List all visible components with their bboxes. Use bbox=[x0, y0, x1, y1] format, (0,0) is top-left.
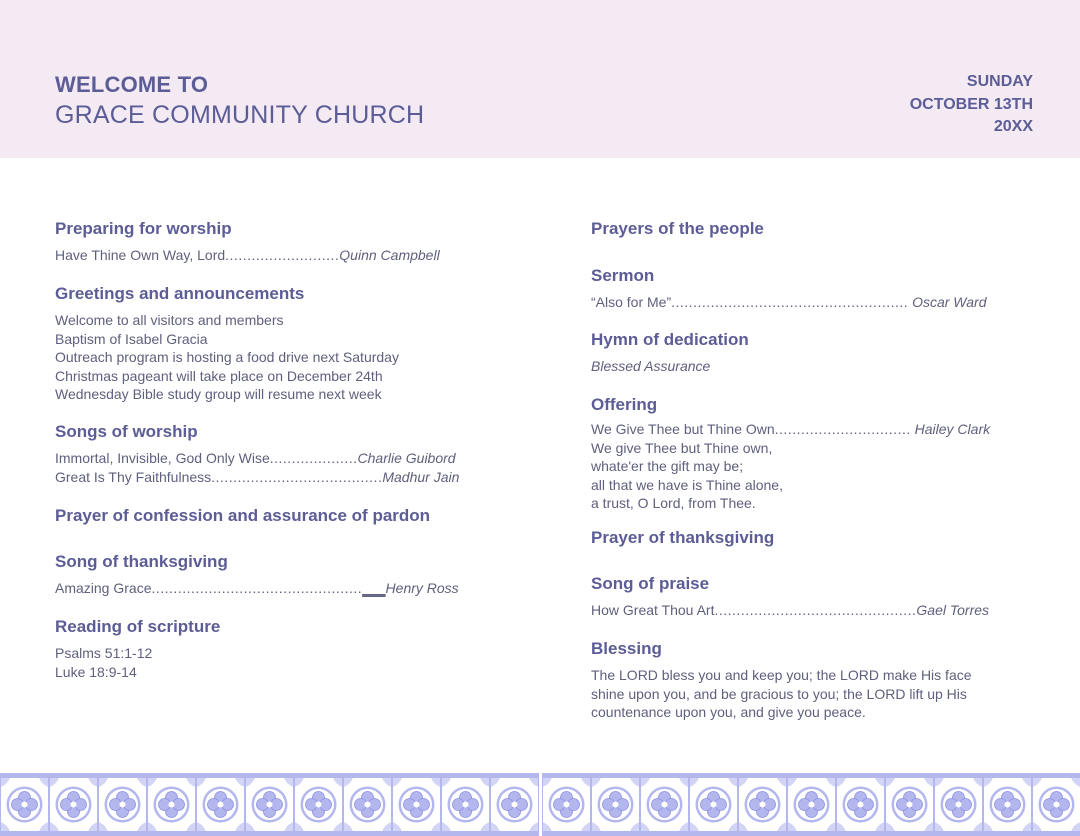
announcement-line: Welcome to all visitors and members bbox=[55, 312, 284, 328]
item-leader: Oscar Ward bbox=[912, 294, 987, 310]
leader-dots: .......................... bbox=[225, 247, 340, 263]
announcement-line: Outreach program is hosting a food drive next Saturday bbox=[55, 349, 399, 366]
blessing-line: countenance upon you, and give you peace. bbox=[591, 704, 866, 721]
quatrefoil-tile bbox=[542, 777, 591, 832]
section-title: Prayer of confession and assurance of pardon bbox=[55, 506, 431, 525]
hymn-title: Blessed Assurance bbox=[591, 358, 711, 374]
order-item bbox=[55, 449, 459, 468]
section-confession bbox=[55, 506, 430, 526]
scripture-reference: Psalms 51:1-12 bbox=[55, 645, 153, 661]
item-leader: Quinn Campbell bbox=[339, 247, 440, 263]
section-praise bbox=[591, 574, 989, 620]
quatrefoil-tile bbox=[490, 777, 539, 832]
quatrefoil-tile bbox=[294, 777, 343, 832]
order-item bbox=[55, 246, 440, 265]
quatrefoil-tile bbox=[885, 777, 934, 832]
quatrefoil-tile bbox=[787, 777, 836, 832]
lyric-line: whate'er the gift may be; bbox=[591, 458, 744, 475]
leader-dots: .................... bbox=[269, 450, 358, 466]
item-title: “Also for Me” bbox=[591, 294, 672, 310]
leader-dots: .............................................. bbox=[714, 602, 917, 618]
item-title: Great Is Thy Faithfulness bbox=[55, 468, 212, 485]
leader-dots: ................................................ bbox=[151, 580, 363, 596]
section-blessing bbox=[591, 639, 972, 722]
section-title: Offering bbox=[591, 395, 658, 414]
section-scripture bbox=[55, 617, 220, 681]
item-title: Amazing Grace bbox=[55, 580, 152, 596]
item-title: Immortal, Invisible, God Only Wise bbox=[55, 450, 270, 466]
item-leader: Charlie Guibord bbox=[357, 450, 456, 466]
header-band bbox=[0, 0, 1080, 158]
decorative-tile-border bbox=[0, 773, 1080, 836]
section-dedication bbox=[591, 330, 749, 376]
section-prayer-thanksgiving bbox=[591, 528, 774, 548]
quatrefoil-tile bbox=[49, 777, 98, 832]
welcome-heading: WELCOME TO bbox=[55, 72, 209, 97]
order-item bbox=[591, 293, 987, 312]
quatrefoil-tile bbox=[392, 777, 441, 832]
quatrefoil-tile bbox=[245, 777, 294, 832]
section-sermon bbox=[591, 266, 987, 312]
section-title: Blessing bbox=[591, 639, 662, 658]
quatrefoil-tile bbox=[147, 777, 196, 832]
section-title: Reading of scripture bbox=[55, 617, 221, 636]
section-preparing bbox=[55, 219, 440, 265]
quatrefoil-tile bbox=[196, 777, 245, 832]
lyric-line: a trust, O Lord, from Thee. bbox=[591, 495, 756, 512]
leader-dots: ....................................... bbox=[211, 468, 383, 485]
church-name: GRACE COMMUNITY CHURCH bbox=[55, 101, 425, 129]
tile-strip-right bbox=[542, 773, 1080, 836]
date-day: SUNDAY bbox=[966, 73, 1033, 90]
leader-dots: ...................................................... bbox=[671, 294, 909, 310]
section-title: Song of thanksgiving bbox=[55, 552, 228, 571]
scripture-reference: Luke 18:9-14 bbox=[55, 663, 137, 680]
quatrefoil-tile bbox=[689, 777, 738, 832]
order-item bbox=[55, 579, 459, 598]
lyric-line: We give Thee but Thine own, bbox=[591, 439, 773, 456]
quatrefoil-tile bbox=[1032, 777, 1080, 832]
section-title: Greetings and announcements bbox=[55, 284, 305, 303]
item-leader: Gael Torres bbox=[916, 602, 990, 618]
section-songs bbox=[55, 422, 459, 486]
quatrefoil-tile bbox=[343, 777, 392, 832]
section-greetings bbox=[55, 284, 399, 404]
item-leader: Madhur Jain bbox=[382, 468, 460, 485]
announcement-list bbox=[55, 311, 399, 404]
item-title: We Give Thee but Thine Own bbox=[591, 421, 775, 437]
item-title: Have Thine Own Way, Lord bbox=[55, 247, 226, 263]
section-title: Hymn of dedication bbox=[591, 330, 749, 349]
section-title: Songs of worship bbox=[55, 422, 198, 441]
date-year: 20XX bbox=[993, 118, 1033, 135]
section-title: Song of praise bbox=[591, 574, 710, 593]
announcement-line: Baptism of Isabel Gracia bbox=[55, 330, 208, 347]
blessing-text bbox=[591, 666, 972, 722]
item-leader: Hailey Clark bbox=[914, 421, 991, 437]
item-leader: Henry Ross bbox=[385, 580, 459, 596]
quatrefoil-tile bbox=[0, 777, 49, 832]
section-title: Prayer of thanksgiving bbox=[591, 528, 775, 547]
underline-mark: ___ bbox=[362, 580, 386, 596]
quatrefoil-tile bbox=[983, 777, 1032, 832]
order-item bbox=[591, 420, 990, 439]
service-date bbox=[910, 71, 1033, 139]
blessing-line: shine upon you, and be gracious to you; the LORD lift up His bbox=[591, 685, 967, 702]
announcement-line: Wednesday Bible study group will resume next week bbox=[55, 386, 382, 403]
announcement-line: Christmas pageant will take place on December 24th bbox=[55, 367, 383, 384]
quatrefoil-tile bbox=[738, 777, 787, 832]
leader-dots: ............................... bbox=[774, 421, 911, 437]
tile-strip-left bbox=[0, 773, 539, 836]
lyric-line: all that we have is Thine alone, bbox=[591, 476, 783, 493]
blessing-line: The LORD bless you and keep you; the LORD make His face bbox=[591, 667, 972, 683]
order-item bbox=[591, 601, 989, 620]
quatrefoil-tile bbox=[934, 777, 983, 832]
quatrefoil-tile bbox=[441, 777, 490, 832]
song-list bbox=[55, 449, 459, 486]
section-offering bbox=[591, 395, 990, 513]
section-title: Sermon bbox=[591, 266, 655, 285]
date-month: OCTOBER 13TH bbox=[909, 95, 1033, 113]
quatrefoil-tile bbox=[98, 777, 147, 832]
section-prayers-people bbox=[591, 219, 764, 239]
quatrefoil-tile bbox=[640, 777, 689, 832]
order-item bbox=[55, 468, 459, 487]
quatrefoil-tile bbox=[591, 777, 640, 832]
scripture-list bbox=[55, 644, 220, 681]
section-song-thanksgiving bbox=[55, 552, 459, 598]
section-title: Prayers of the people bbox=[591, 219, 764, 238]
offering-body bbox=[591, 420, 990, 513]
item-title: How Great Thou Art bbox=[591, 602, 715, 618]
section-title: Preparing for worship bbox=[55, 219, 232, 238]
quatrefoil-tile bbox=[836, 777, 885, 832]
